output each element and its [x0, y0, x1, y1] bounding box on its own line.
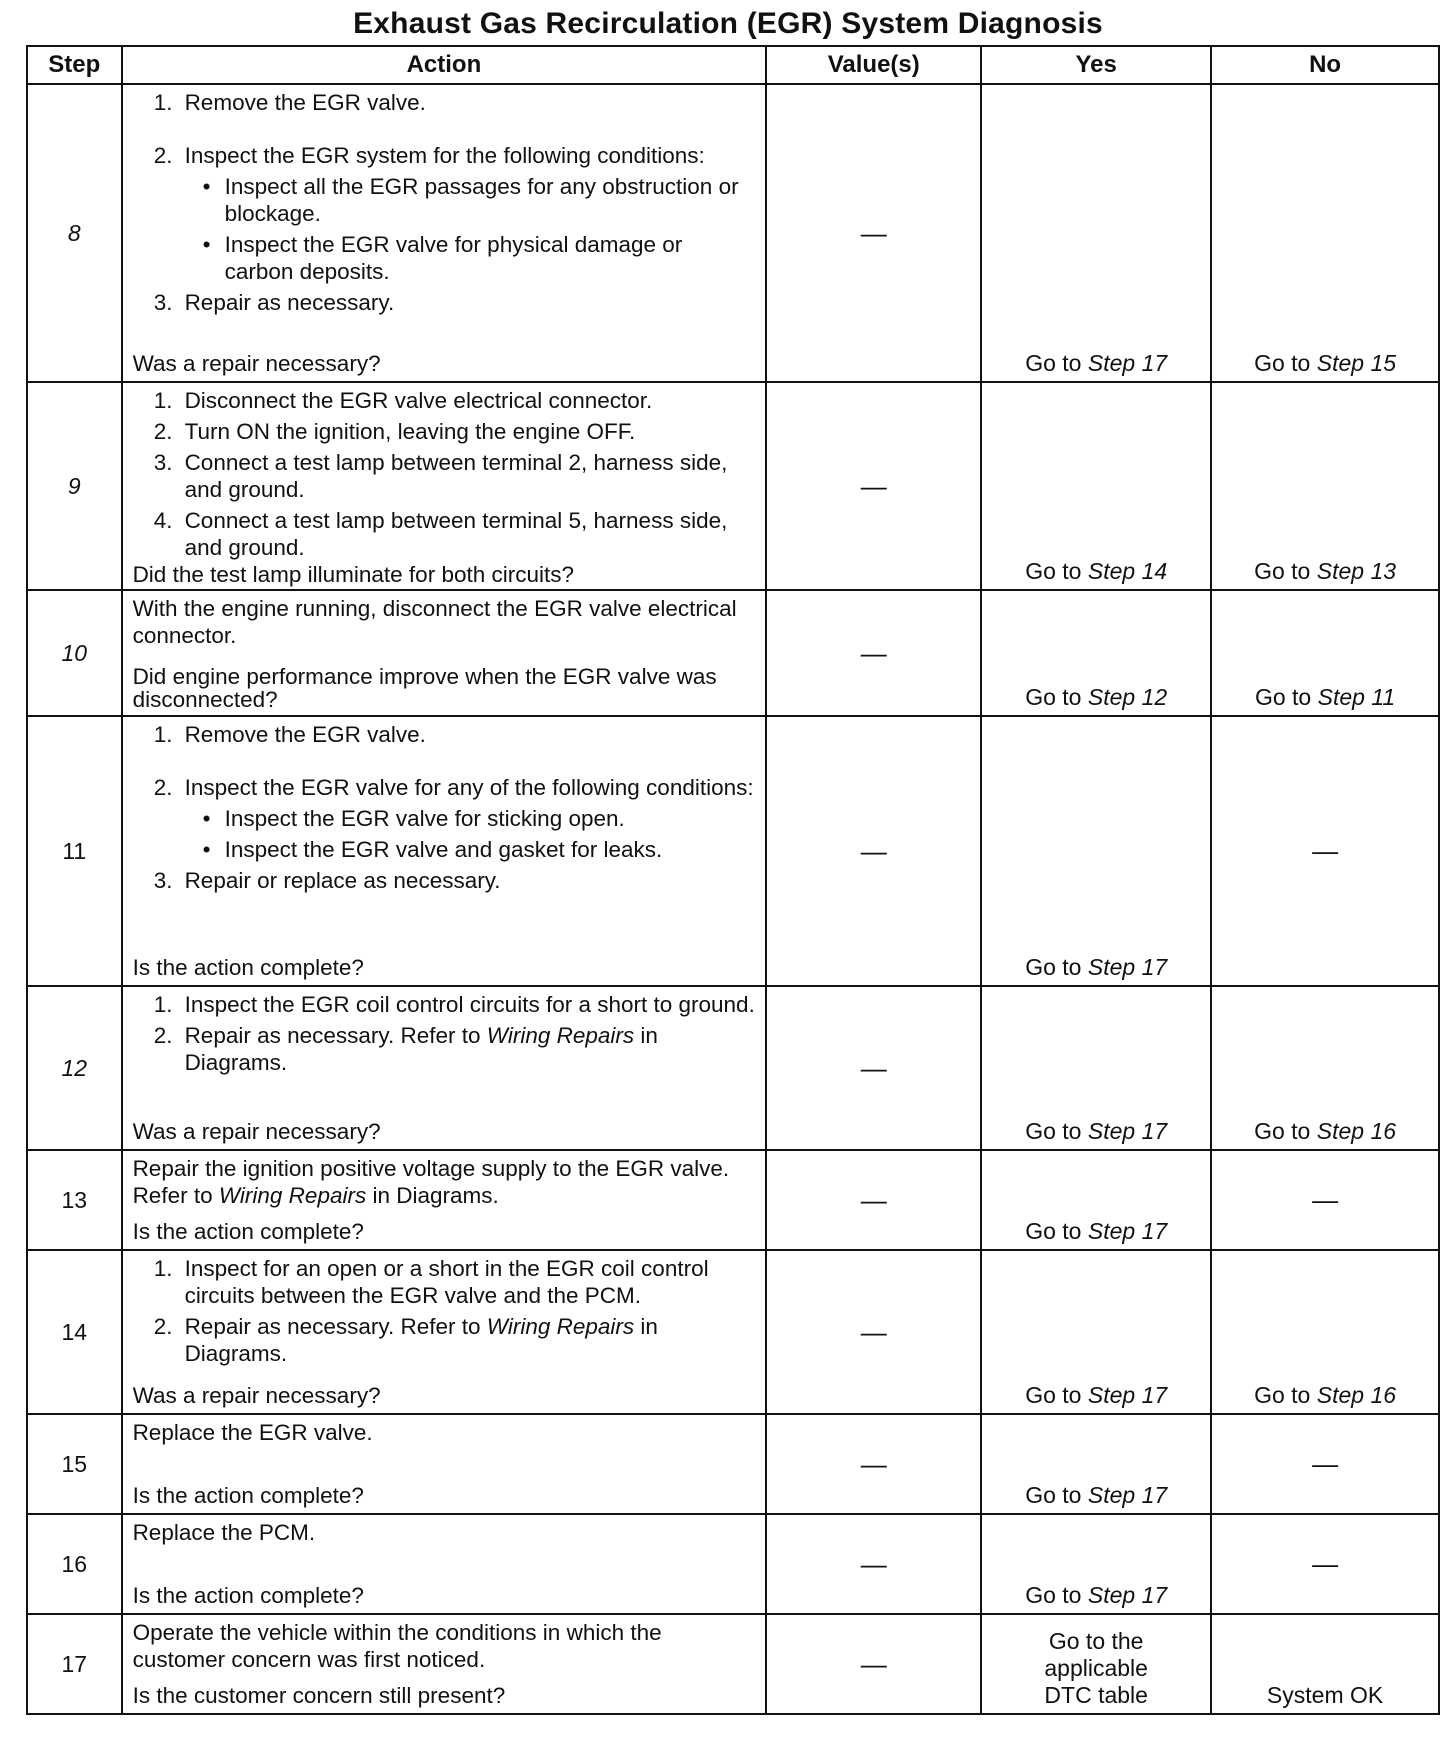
bullet-item: • Inspect the EGR valve for sticking open. — [202, 806, 625, 831]
header-values: Value(s) — [766, 46, 981, 84]
action-cell — [122, 1614, 767, 1714]
step-number: 16 — [27, 1514, 122, 1614]
yes-cell: Go to Step 17 — [981, 84, 1211, 382]
step-link[interactable]: Step 17 — [1087, 350, 1168, 376]
page-title: Exhaust Gas Recirculation (EGR) System Diagnosis — [353, 7, 1103, 40]
yes-cell: Go to Step 17 — [981, 986, 1211, 1150]
step-number: 11 — [27, 716, 122, 986]
action-question: Was a repair necessary? — [132, 1119, 381, 1144]
no-cell: — — [1211, 716, 1439, 986]
action-cell — [122, 716, 767, 986]
yes-cell: Go to Step 14 — [981, 382, 1211, 590]
action-question: Is the action complete? — [132, 1583, 364, 1608]
list-item: 2. Repair as necessary. Refer to Wiring Repairs in Diagrams. — [153, 1023, 658, 1075]
action-cell — [122, 1514, 767, 1614]
no-cell: — — [1211, 1514, 1439, 1614]
no-cell: Go to Step 15 — [1211, 84, 1439, 382]
no-cell: Go to Step 13 — [1211, 382, 1439, 590]
list-item: 3. Repair or replace as necessary. — [153, 868, 501, 893]
step-number: 10 — [27, 590, 122, 716]
step-link[interactable]: Step 17 — [1087, 1118, 1168, 1144]
step-link[interactable]: Step 14 — [1087, 558, 1168, 584]
yes-cell: Go to Step 17 — [981, 716, 1211, 986]
value-cell: — — [766, 1250, 981, 1414]
action-cell — [122, 1250, 767, 1414]
step-link[interactable]: Step 11 — [1317, 684, 1396, 710]
system-ok-text: System OK — [1266, 1682, 1384, 1708]
value-cell: — — [766, 382, 981, 590]
yes-cell: Go to Step 17 — [981, 1250, 1211, 1414]
no-cell: — — [1211, 1150, 1439, 1250]
step-number: 14 — [27, 1250, 122, 1414]
list-item: 4. Connect a test lamp between terminal 5, harness side, and ground. — [153, 508, 728, 560]
step-link[interactable]: Step 16 — [1316, 1382, 1397, 1408]
yes-cell: Go to Step 17 — [981, 1514, 1211, 1614]
action-cell — [122, 382, 767, 590]
table-row — [27, 1514, 1439, 1614]
yes-cell: Go to Step 12 — [981, 590, 1211, 716]
value-cell: — — [766, 716, 981, 986]
list-item: 3. Connect a test lamp between terminal 2, harness side, and ground. — [153, 450, 728, 502]
no-cell: Go to Step 16 — [1211, 1250, 1439, 1414]
no-cell: — — [1211, 1414, 1439, 1514]
bullet-item: • Inspect the EGR valve for physical damage or carbon deposits. — [202, 232, 683, 284]
step-link[interactable]: Step 17 — [1087, 1582, 1168, 1608]
wiring-repairs-link[interactable]: Wiring Repairs — [486, 1023, 635, 1048]
step-link[interactable]: Step 15 — [1316, 350, 1397, 376]
diagnosis-table — [26, 45, 1440, 1715]
action-cell — [122, 986, 767, 1150]
list-item: 1. Remove the EGR valve. — [153, 90, 426, 115]
step-link[interactable]: Step 12 — [1087, 684, 1168, 710]
list-item: 1. Inspect the EGR coil control circuits for a short to ground. — [153, 992, 755, 1017]
action-question: Did engine performance improve when the EGR valve was disconnected? — [132, 664, 717, 712]
list-item: 1. Inspect for an open or a short in the EGR coil control circuits between the EGR valve and the PCM. — [153, 1256, 709, 1308]
value-cell: — — [766, 84, 981, 382]
action-question: Was a repair necessary? — [132, 351, 381, 376]
yes-cell — [981, 1614, 1211, 1714]
no-cell — [1211, 1614, 1439, 1714]
table-row — [27, 716, 1439, 986]
table-row — [27, 590, 1439, 716]
step-link[interactable]: Step 17 — [1087, 1218, 1168, 1244]
step-number: 17 — [27, 1614, 122, 1714]
action-question: Was a repair necessary? — [132, 1383, 381, 1408]
header-step: Step — [27, 46, 122, 84]
step-number: 15 — [27, 1414, 122, 1514]
action-text: With the engine running, disconnect the EGR valve electrical connector. — [132, 596, 737, 648]
action-cell — [122, 1150, 767, 1250]
header-row — [27, 46, 1439, 84]
value-cell: — — [766, 986, 981, 1150]
action-question: Did the test lamp illuminate for both circuits? — [132, 562, 575, 587]
step-number: 9 — [27, 382, 122, 590]
list-item: 2. Inspect the EGR valve for any of the following conditions: — [153, 775, 754, 800]
step-number: 12 — [27, 986, 122, 1150]
step-link[interactable]: Step 17 — [1087, 954, 1168, 980]
action-text: Operate the vehicle within the conditions in which the customer concern was first noticed. — [132, 1620, 662, 1672]
list-item: 2. Turn ON the ignition, leaving the engine OFF. — [153, 419, 636, 444]
wiring-repairs-link[interactable]: Wiring Repairs — [486, 1314, 635, 1339]
step-link[interactable]: Step 16 — [1316, 1118, 1397, 1144]
step-link[interactable]: Step 13 — [1316, 558, 1397, 584]
value-cell: — — [766, 1614, 981, 1714]
action-text: Repair the ignition positive voltage supply to the EGR valve. Refer to Wiring Repairs in Diagrams. — [132, 1156, 730, 1208]
list-item: 2. Inspect the EGR system for the following conditions: — [153, 143, 705, 168]
step-number: 13 — [27, 1150, 122, 1250]
yes-cell: Go to Step 17 — [981, 1414, 1211, 1514]
value-cell: — — [766, 590, 981, 716]
action-question: Is the customer concern still present? — [132, 1683, 506, 1708]
table-row — [27, 1150, 1439, 1250]
action-question: Is the action complete? — [132, 955, 364, 980]
action-question: Is the action complete? — [132, 1483, 364, 1508]
list-item: 1. Disconnect the EGR valve electrical connector. — [153, 388, 653, 413]
action-cell — [122, 1414, 767, 1514]
no-cell: Go to Step 16 — [1211, 986, 1439, 1150]
no-cell: Go to Step 11 — [1211, 590, 1439, 716]
dtc-table-link[interactable]: Go to the applicable DTC table — [1044, 1628, 1148, 1708]
action-question: Is the action complete? — [132, 1219, 364, 1244]
action-cell — [122, 84, 767, 382]
action-text: Replace the EGR valve. — [132, 1420, 373, 1445]
list-item: 3. Repair as necessary. — [153, 290, 395, 315]
wiring-repairs-link[interactable]: Wiring Repairs — [218, 1183, 367, 1208]
table-row — [27, 84, 1439, 382]
step-number: 8 — [27, 84, 122, 382]
list-item: 2. Repair as necessary. Refer to Wiring Repairs in Diagrams. — [153, 1314, 658, 1366]
table-row — [27, 1414, 1439, 1514]
value-cell: — — [766, 1414, 981, 1514]
value-cell: — — [766, 1150, 981, 1250]
action-text: Replace the PCM. — [132, 1520, 316, 1545]
action-cell — [122, 590, 767, 716]
table-row — [27, 382, 1439, 590]
value-cell: — — [766, 1514, 981, 1614]
header-action: Action — [122, 46, 767, 84]
step-link[interactable]: Step 17 — [1087, 1482, 1168, 1508]
header-no: No — [1211, 46, 1439, 84]
table-row — [27, 1614, 1439, 1714]
list-item: 1. Remove the EGR valve. — [153, 722, 426, 747]
table-row — [27, 1250, 1439, 1414]
bullet-item: • Inspect all the EGR passages for any obstruction or blockage. — [202, 174, 739, 226]
table-row — [27, 986, 1439, 1150]
step-link[interactable]: Step 17 — [1087, 1382, 1168, 1408]
header-yes: Yes — [981, 46, 1211, 84]
bullet-item: • Inspect the EGR valve and gasket for leaks. — [202, 837, 663, 862]
yes-cell: Go to Step 17 — [981, 1150, 1211, 1250]
